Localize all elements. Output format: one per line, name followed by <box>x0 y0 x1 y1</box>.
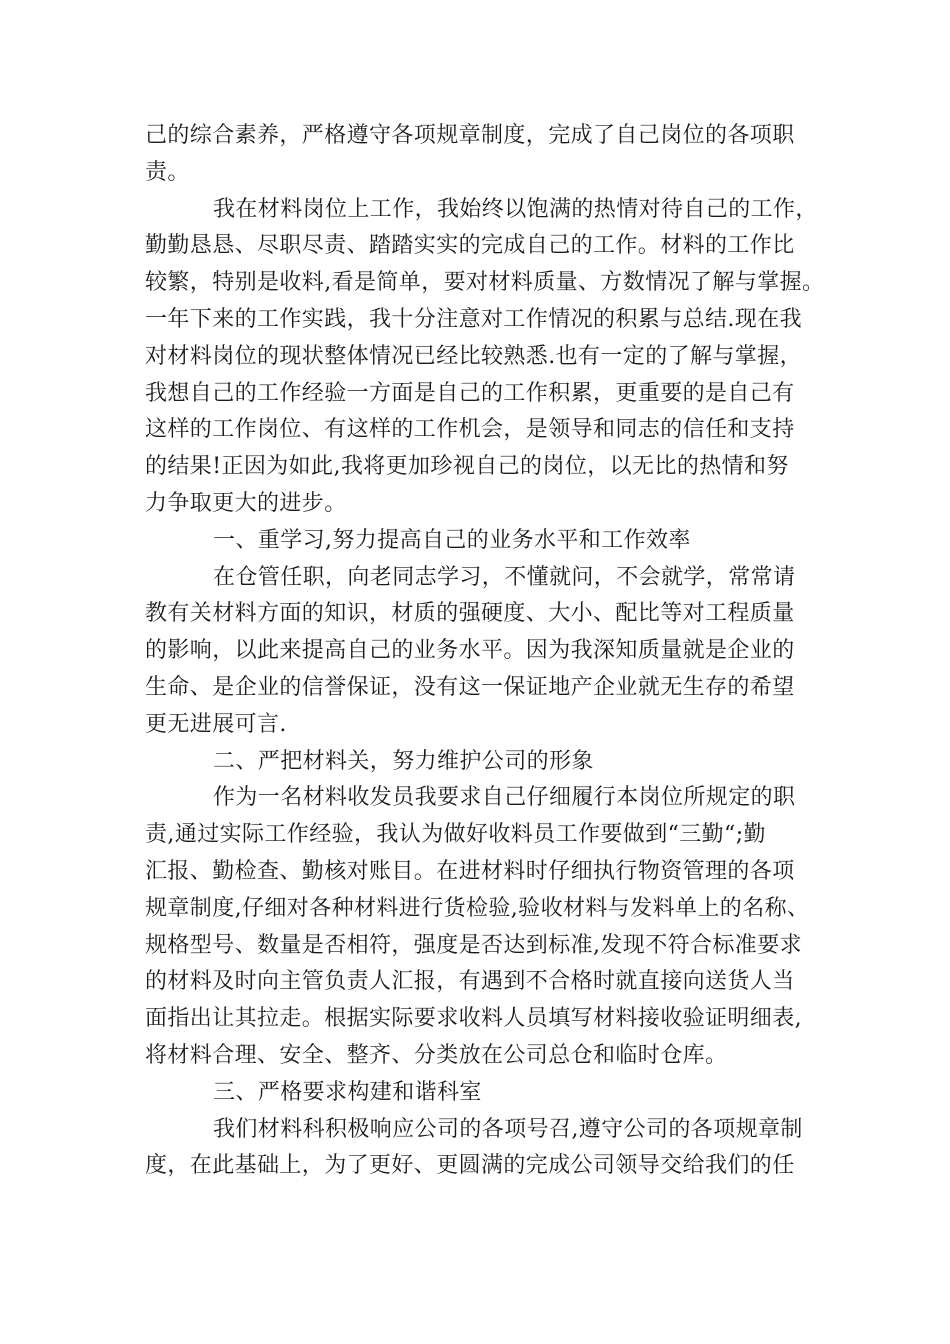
text-line: 我们材料科积极响应公司的各项号召,遵守公司的各项规章制 <box>213 1116 803 1142</box>
text-line: 力争取更大的进步。 <box>145 490 347 516</box>
text-line: 一、重学习,努力提高自己的业务水平和工作效率 <box>213 527 691 553</box>
text-line: 度，在此基础上，为了更好、更圆满的完成公司领导交给我们的任 <box>145 1153 795 1179</box>
text-line: 责。 <box>145 159 190 185</box>
text-line: 规格型号、数量是否相符，强度是否达到标准,发现不符合标准要求 <box>145 932 802 958</box>
text-line: 将材料合理、安全、整齐、分类放在公司总仓和临时仓库。 <box>145 1042 728 1068</box>
text-line: 一年下来的工作实践，我十分注意对工作情况的积累与总结.现在我 <box>145 306 802 332</box>
text-line: 三、严格要求构建和谐科室 <box>213 1079 482 1105</box>
document-body <box>145 118 825 1185</box>
text-line: 教有关材料方面的知识，材质的强硬度、大小、配比等对工程质量 <box>145 601 795 627</box>
text-line: 规章制度,仔细对各种材料进行货检验,验收材料与发料单上的名称、 <box>145 895 810 921</box>
text-line: 对材料岗位的现状整体情况已经比较熟悉.也有一定的了解与掌握， <box>145 343 802 369</box>
text-line: 我想自己的工作经验一方面是自己的工作积累，更重要的是自己有 <box>145 380 795 406</box>
text-line: 己的综合素养，严格遵守各项规章制度，完成了自己岗位的各项职 <box>145 123 795 148</box>
text-line: 生命、是企业的信誉保证，没有这一保证地产企业就无生存的希望 <box>145 674 795 700</box>
text-line: 责,通过实际工作经验，我认为做好收料员工作要做到“三勤“;勤 <box>145 822 766 848</box>
text-line: 的结果!正因为如此,我将更加珍视自己的岗位，以无比的热情和努 <box>145 454 789 480</box>
text-line: 勤勤恳恳、尽职尽责、踏踏实实的完成自己的工作。材料的工作比 <box>145 233 795 259</box>
text-line: 更无进展可言. <box>145 711 287 737</box>
text-line: 汇报、勤检查、勤核对账目。在进材料时仔细执行物资管理的各项 <box>145 858 795 884</box>
text-line: 的材料及时向主管负责人汇报，有遇到不合格时就直接向送货人当 <box>145 969 795 995</box>
text-line: 二、严把材料关，努力维护公司的形象 <box>213 748 594 774</box>
text-line: 较繁，特别是收料,看是简单，要对材料质量、方数情况了解与掌握。 <box>145 270 825 296</box>
text-line: 面指出让其拉走。根据实际要求收料人员填写材料接收验证明细表, <box>145 1006 802 1032</box>
text-line: 的影响，以此来提高自己的业务水平。因为我深知质量就是企业的 <box>145 638 795 664</box>
text-line: 我在材料岗位上工作，我始终以饱满的热情对待自己的工作， <box>213 196 818 222</box>
text-line: 在仓管任职，向老同志学习，不懂就问，不会就学，常常请 <box>213 564 796 590</box>
text-line: 作为一名材料收发员我要求自己仔细履行本岗位所规定的职 <box>213 785 796 811</box>
text-line: 这样的工作岗位、有这样的工作机会，是领导和同志的信任和支持 <box>145 417 795 443</box>
